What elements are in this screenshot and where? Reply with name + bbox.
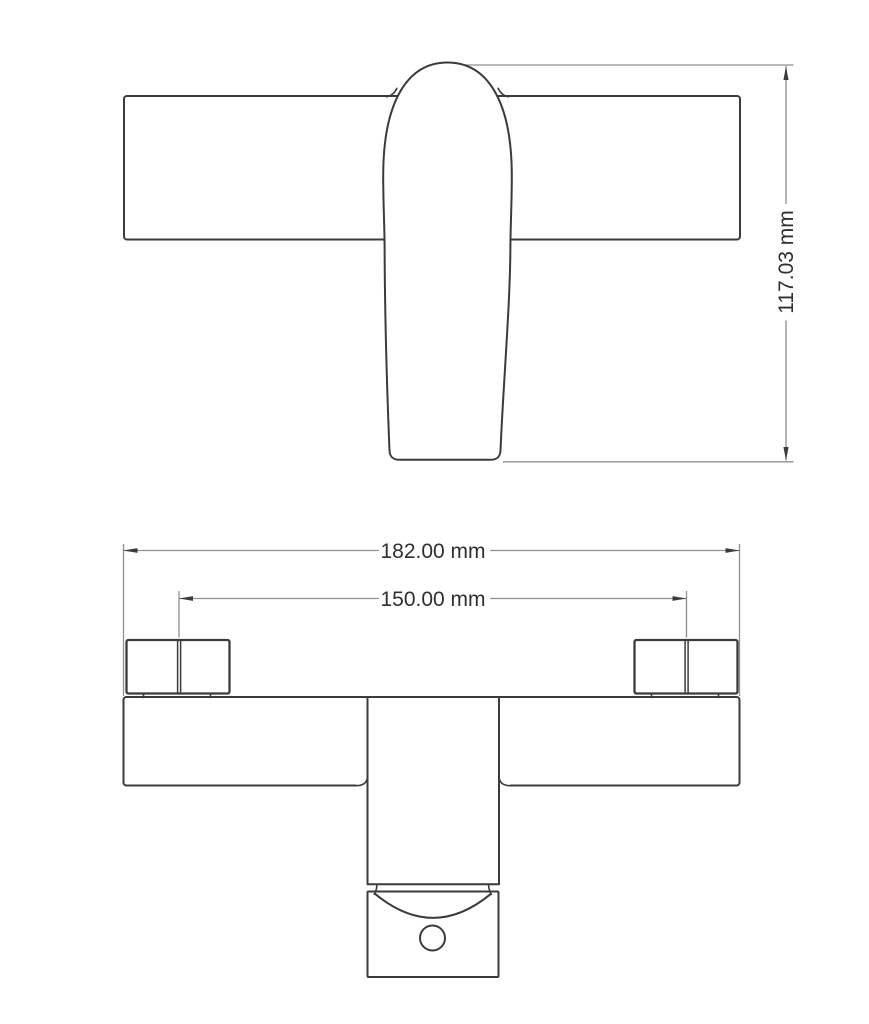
height-arrow-top — [783, 67, 788, 81]
height-dimension-label: 117.03 mm — [775, 210, 798, 314]
connection-block-left — [127, 640, 230, 698]
top-view — [124, 540, 740, 977]
connection-block-right-body — [635, 640, 738, 694]
lever-handle — [383, 63, 512, 460]
overall-width-arrow-left — [124, 548, 138, 553]
connection-centers-dimension — [179, 588, 687, 638]
overall-width-label: 182.00 mm — [380, 540, 486, 563]
spout-column-fill — [368, 699, 500, 885]
connection-centers-arrow-right — [673, 596, 687, 601]
connection-centers-arrow-left — [179, 596, 193, 601]
connection-block-right — [635, 640, 738, 698]
outlet-hole — [420, 926, 445, 951]
height-arrow-bottom — [783, 447, 788, 460]
connection-centers-label: 150.00 mm — [380, 588, 486, 611]
front-view — [124, 63, 798, 462]
overall-width-arrow-right — [726, 548, 740, 553]
